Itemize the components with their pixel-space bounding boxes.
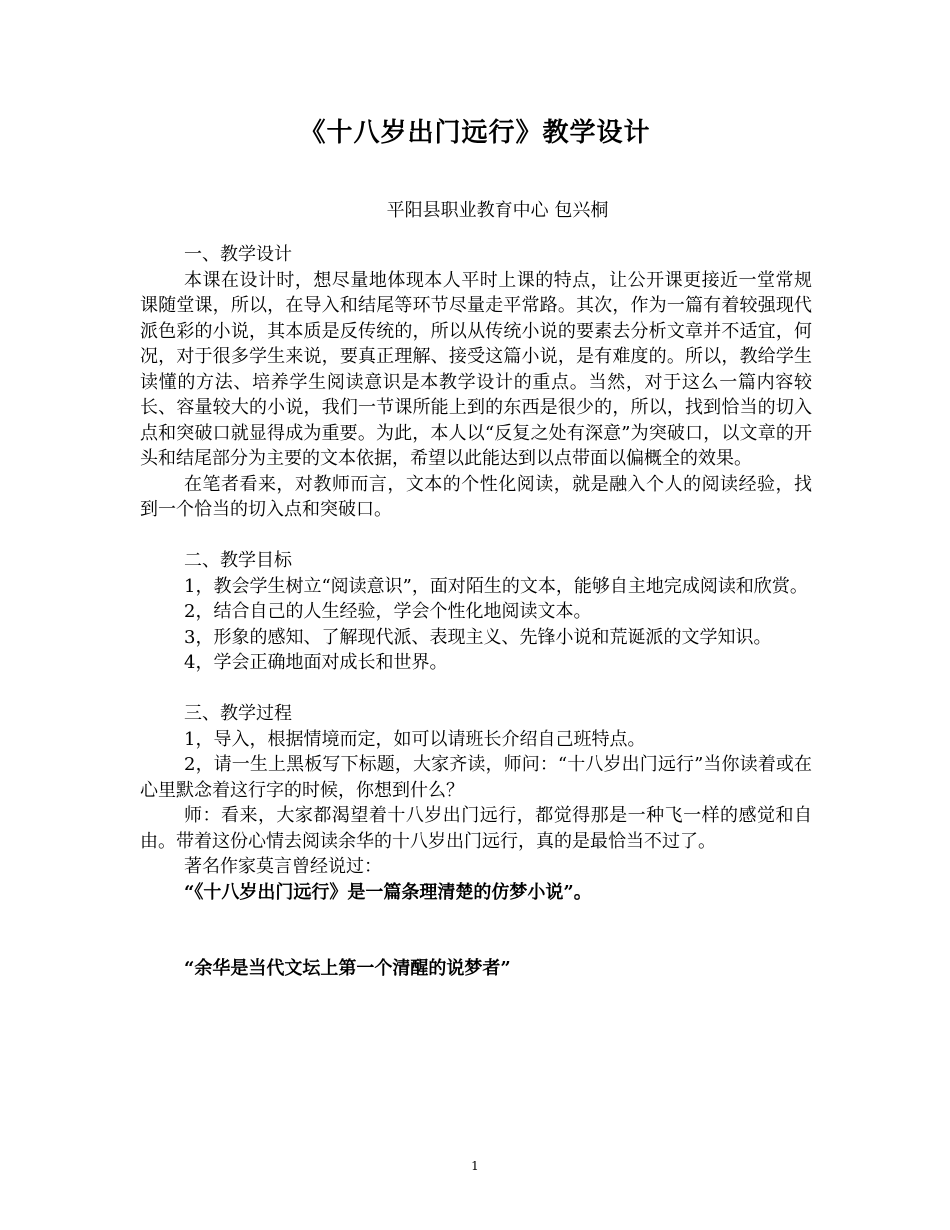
section-heading-design: 一、教学设计 — [184, 244, 292, 265]
document-body — [140, 242, 812, 982]
section-heading-goals: 二、教学目标 — [184, 550, 292, 571]
paragraph-gap — [140, 905, 812, 956]
goal-item: 2，结合自己的人生经验，学会个性化地阅读文本。 — [184, 601, 592, 622]
paragraph-gap — [140, 523, 812, 549]
process-paragraph: 1，导入，根据情境而定，如可以请班长介绍自己班特点。 — [184, 728, 646, 750]
process-paragraph: 2，请一生上黑板写下标题，大家齐读，师问：“十八岁出门远行”当你读着或在心里默念着这行字的时候，你想到什么？ — [140, 754, 812, 801]
process-paragraph: 师：看来，大家都渴望着十八岁出门远行，都觉得那是一种飞一样的感觉和自由。带着这份心情去阅读余华的十八岁出门远行，真的是最恰当不过了。 — [140, 805, 812, 852]
author-line: 平阳县职业教育中心 包兴桐 — [386, 200, 609, 221]
design-paragraph: 在笔者看来，对教师而言，文本的个性化阅读，就是融入个人的阅读经验，找到一个恰当的切入点和突破口。 — [140, 473, 812, 520]
goal-item: 3，形象的感知、了解现代派、表现主义、先锋小说和荒诞派的文学知识。 — [184, 626, 772, 648]
page-number: 1 — [471, 1159, 479, 1173]
paragraph-gap — [140, 676, 812, 702]
document-title: 《十八岁出门远行》教学设计 — [299, 118, 651, 148]
design-paragraph: 本课在设计时，想尽量地体现本人平时上课的特点，让公开课更接近一堂常规课随堂课，所以，在导入和结尾等环节尽量走平常路。其次，作为一篇有着较强现代派色彩的小说，其本质是反传统的，所以从传统小说的要素去分析文章并不适宜，何况，对于很多学生来说，要真正理解、接受这篇小说，是有难度的。所以，教给学生读懂的方法、培养学生阅读意识是本教学设计的重点。当然，对于这么一篇内容较长、容量较大的小说，我们一节课所能上到的东西是很少的，所以，找到恰当的切入点和突破口就显得成为重要。为此，本人以“反复之处有深意”为突破口，以文章的开头和结尾部分为主要的文本依据，希望以此能达到以点带面以偏概全的效果。 — [140, 269, 812, 469]
quote-text: “余华是当代文坛上第一个清醒的说梦者” — [184, 958, 511, 979]
process-paragraph: 著名作家莫言曾经说过： — [184, 856, 382, 877]
goal-item: 1，教会学生树立“阅读意识”，面对陌生的文本，能够自主地完成阅读和欣赏。 — [184, 575, 808, 597]
quote-text: “《十八岁出门远行》是一篇条理清楚的仿梦小说”。 — [184, 881, 592, 903]
goal-item: 4，学会正确地面对成长和世界。 — [184, 652, 448, 673]
section-heading-process: 三、教学过程 — [184, 703, 292, 724]
